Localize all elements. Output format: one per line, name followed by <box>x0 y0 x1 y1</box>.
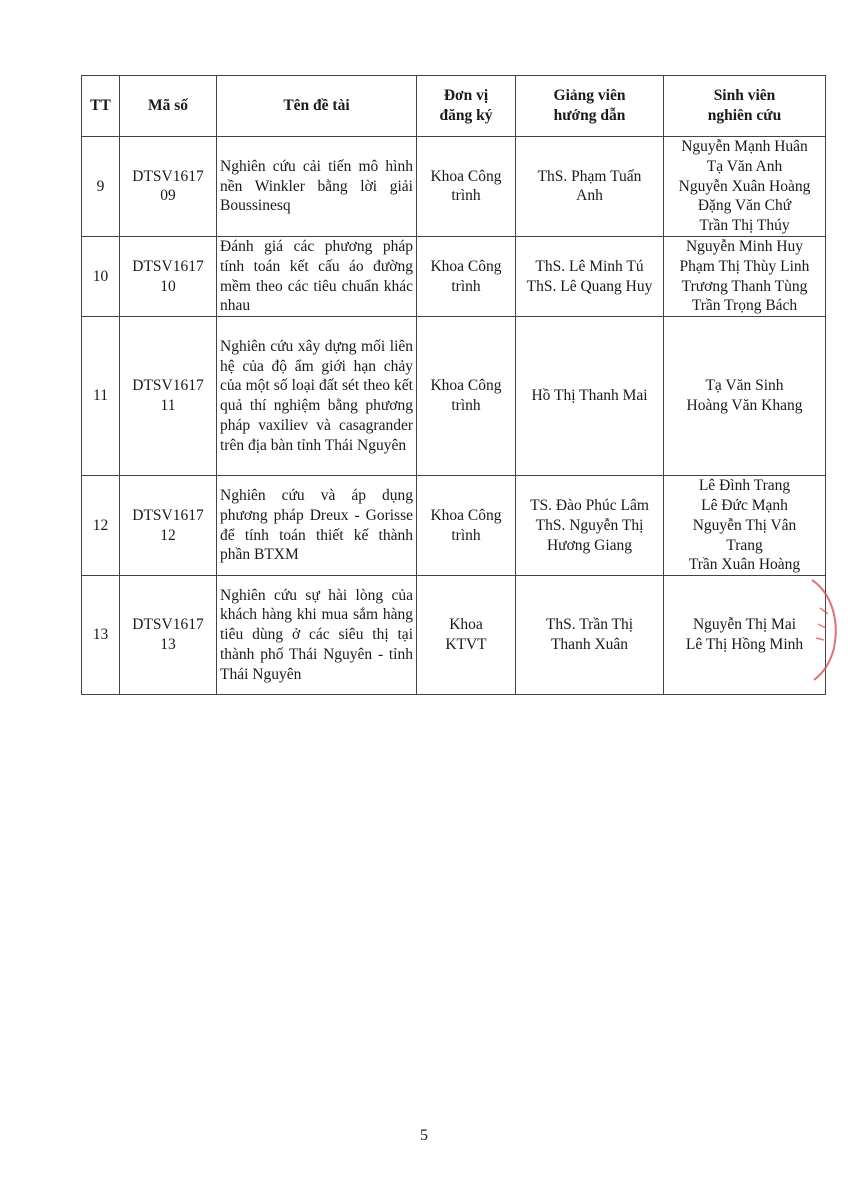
cell-tt: 13 <box>82 576 120 695</box>
cell-don-vi <box>417 576 516 695</box>
ma-so-line: DTSV1617 <box>132 257 204 275</box>
cell-giang-vien <box>516 137 664 237</box>
table-row <box>82 317 826 476</box>
cell-ma-so <box>120 236 217 316</box>
cell-sinh-vien <box>664 576 826 695</box>
sinh-vien-line: Trang <box>726 536 763 554</box>
sinh-vien-line: Tạ Văn Anh <box>706 157 783 175</box>
sinh-vien-line: Lê Đức Mạnh <box>701 496 788 514</box>
cell-giang-vien <box>516 236 664 316</box>
cell-don-vi <box>417 317 516 476</box>
cell-tt: 9 <box>82 137 120 237</box>
ma-so-line: 09 <box>160 187 176 205</box>
giang-vien-line: ThS. Nguyễn Thị <box>535 516 644 534</box>
don-vi-line: trình <box>451 187 481 205</box>
sinh-vien-line: Hoàng Văn Khang <box>686 397 803 415</box>
ma-so-line: 11 <box>160 397 176 415</box>
table-row <box>82 137 826 237</box>
header-ten-de-tai: Tên đề tài <box>217 76 417 137</box>
don-vi-line: KTVT <box>445 636 487 654</box>
sinh-vien-line: Nguyễn Thị Mai <box>692 616 797 634</box>
table-row <box>82 236 826 316</box>
table-row <box>82 576 826 695</box>
cell-giang-vien <box>516 317 664 476</box>
don-vi-line: Khoa Công <box>430 257 502 275</box>
cell-ten-de-tai: Nghiên cứu và áp dụng phương pháp Dreux - Gorisse để tính toán thiết kế thành phần BTXM <box>217 476 417 576</box>
sinh-vien-line: Nguyễn Minh Huy <box>685 237 804 255</box>
cell-ma-so <box>120 137 217 237</box>
header-ma-so: Mã số <box>120 76 217 137</box>
sinh-vien-line: Trần Trọng Bách <box>691 297 798 315</box>
research-topics-table <box>81 75 826 695</box>
sinh-vien-line: Trương Thanh Tùng <box>681 277 808 295</box>
don-vi-line: Khoa Công <box>430 167 502 185</box>
cell-ma-so <box>120 317 217 476</box>
cell-tt: 12 <box>82 476 120 576</box>
cell-giang-vien <box>516 476 664 576</box>
header-don-vi-line: Đơn vị <box>443 87 489 105</box>
header-sinh-vien <box>664 76 826 137</box>
don-vi-line: trình <box>451 526 481 544</box>
header-sinh-vien-line: nghiên cứu <box>707 107 782 124</box>
sinh-vien-line: Nguyễn Thị Vân <box>692 516 797 534</box>
cell-sinh-vien <box>664 236 826 316</box>
sinh-vien-line: Tạ Văn Sinh <box>705 377 784 395</box>
table-row <box>82 476 826 576</box>
ma-so-line: DTSV1617 <box>132 506 204 524</box>
ma-so-line: DTSV1617 <box>132 616 204 634</box>
table-header-row <box>82 76 826 137</box>
cell-ten-de-tai: Nghiên cứu cải tiến mô hình nền Winkler bằng lời giải Boussinesq <box>217 137 417 237</box>
header-don-vi-line: đăng ký <box>439 107 493 124</box>
header-giang-vien-line: Giảng viên <box>553 87 626 105</box>
don-vi-line: trình <box>451 397 481 415</box>
cell-don-vi <box>417 137 516 237</box>
cell-ma-so <box>120 476 217 576</box>
cell-tt: 11 <box>82 317 120 476</box>
cell-ten-de-tai: Nghiên cứu xây dựng mối liên hệ của độ ẩm giới hạn chảy của một số loại đất sét theo kết quả thí nghiệm bằng phương pháp vaxiliev và casagrander trên địa bàn tỉnh Thái Nguyên <box>217 317 417 476</box>
don-vi-line: Khoa Công <box>430 506 502 524</box>
giang-vien-line: ThS. Phạm Tuấn <box>537 167 642 185</box>
giang-vien-line: ThS. Trần Thị <box>545 616 634 634</box>
header-giang-vien-line: hướng dẫn <box>553 107 626 124</box>
ma-so-line: DTSV1617 <box>132 167 204 185</box>
red-stamp-mark <box>808 578 842 682</box>
sinh-vien-line: Trần Thị Thúy <box>699 217 790 235</box>
cell-tt: 10 <box>82 236 120 316</box>
giang-vien-line: ThS. Lê Quang Huy <box>526 277 653 295</box>
giang-vien-line: Anh <box>576 187 603 205</box>
sinh-vien-line: Lê Thị Hồng Minh <box>685 636 804 654</box>
ma-so-line: 12 <box>160 526 176 544</box>
page-number: 5 <box>420 1127 428 1144</box>
cell-don-vi <box>417 476 516 576</box>
header-tt: TT <box>82 76 120 137</box>
giang-vien-line: ThS. Lê Minh Tú <box>535 257 644 275</box>
ma-so-line: DTSV1617 <box>132 377 204 395</box>
giang-vien-line: Hương Giang <box>546 536 633 554</box>
cell-sinh-vien <box>664 476 826 576</box>
don-vi-line: Khoa <box>449 616 483 634</box>
header-sinh-vien-line: Sinh viên <box>713 87 776 105</box>
ma-so-line: 13 <box>160 636 176 654</box>
giang-vien-line: TS. Đào Phúc Lâm <box>530 496 649 514</box>
don-vi-line: Khoa Công <box>430 377 502 395</box>
header-don-vi <box>417 76 516 137</box>
cell-ten-de-tai: Nghiên cứu sự hài lòng của khách hàng khi mua sắm hàng tiêu dùng ở các siêu thị tại thành phố Thái Nguyên - tỉnh Thái Nguyên <box>217 576 417 695</box>
sinh-vien-line: Nguyễn Xuân Hoàng <box>678 177 811 195</box>
cell-don-vi <box>417 236 516 316</box>
sinh-vien-line: Lê Đình Trang <box>698 477 791 495</box>
cell-giang-vien <box>516 576 664 695</box>
giang-vien-line: Hồ Thị Thanh Mai <box>531 387 648 405</box>
giang-vien-line: Thanh Xuân <box>550 636 629 654</box>
cell-ma-so <box>120 576 217 695</box>
sinh-vien-line: Nguyễn Mạnh Huân <box>681 138 808 155</box>
sinh-vien-line: Trần Xuân Hoàng <box>688 556 801 574</box>
header-giang-vien <box>516 76 664 137</box>
cell-ten-de-tai: Đánh giá các phương pháp tính toán kết cấu áo đường mềm theo các tiêu chuẩn khác nhau <box>217 236 417 316</box>
don-vi-line: trình <box>451 277 481 295</box>
sinh-vien-line: Đặng Văn Chứ <box>697 197 792 215</box>
cell-sinh-vien <box>664 317 826 476</box>
sinh-vien-line: Phạm Thị Thùy Linh <box>679 257 810 275</box>
ma-so-line: 10 <box>160 277 176 295</box>
cell-sinh-vien <box>664 137 826 237</box>
